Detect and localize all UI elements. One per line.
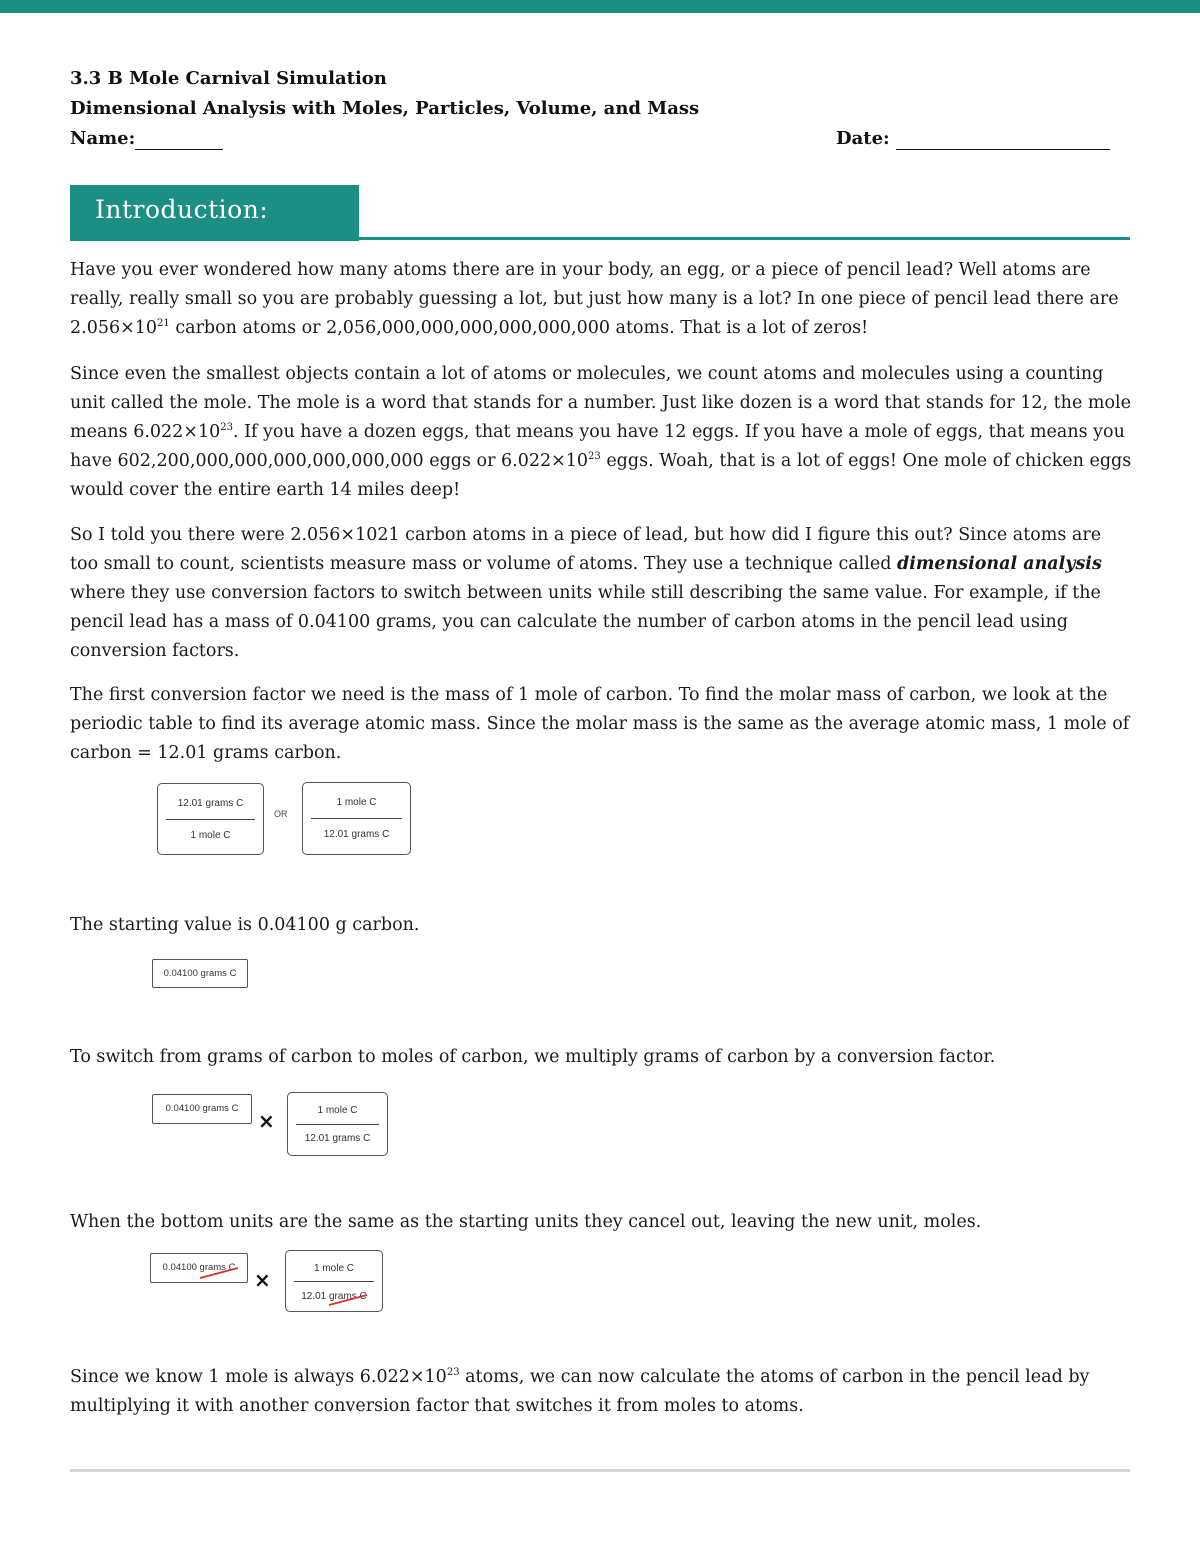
paragraph-6: To switch from grams of carbon to moles of carbon, we multiply grams of carbon by a conversion factor. [70,1047,996,1067]
cancelled-den-unit [329,1291,367,1302]
cancel-denominator [286,1291,382,1302]
name-field [70,128,223,150]
mult-denominator: 12.01 grams C [304,1133,371,1144]
p3-emphasis: dimensional analysis [897,554,1102,574]
p2-text-c: eggs. Woah, that is a lot of eggs! One mole of chicken eggs would cover the entire earth 14 miles deep! [70,451,1132,500]
p2-text-a: Since even the smallest objects contain a lot of atoms or molecules, we count atoms and molecules using a counting unit called the mole. The mole is a word that stands for a number. Just like dozen is a word that stands for 12, the mole means 6.022×10 [70,364,1131,442]
conversion-factor-moles-per-gram [302,782,411,855]
or-label: OR [274,809,288,819]
p1-text-a: Have you ever wondered how many atoms there are in your body, an egg, or a piece of pencil lead? Well atoms are really, really small so you are probably guessing a lot, but just how many is a lot? In one piece of pencil lead there are 2.056×10 [70,260,1119,338]
starting-value-box: 0.04100 grams C [152,959,248,988]
section-rule [70,237,1130,240]
mult-numerator: 1 mole C [317,1105,358,1116]
cancel-den-number: 12.01 [301,1291,327,1302]
worksheet-subtitle: Dimensional Analysis with Moles, Particles, Volume, and Mass [70,98,700,119]
multiply-value-box: 0.04100 grams C [152,1094,252,1124]
paragraph-8 [70,1363,1132,1421]
name-label: Name: [70,128,136,149]
multiply-conversion-factor [287,1092,388,1156]
conversion-factor-grams-per-mole [157,783,264,855]
cancel-multiply-sign: × [254,1268,271,1292]
cancel-strike-mark [198,1266,240,1280]
paragraph-5: The starting value is 0.04100 g carbon. [70,915,420,935]
p2-text-b: . If you have a dozen eggs, that means you have 12 eggs. If you have a mole of eggs, that means you have 602,200,000,000,000,000,000,000 eggs or 6.022×10 [70,422,1125,471]
p8-exponent: 23 [446,1367,460,1379]
p3-text-b: where they use conversion factors to switch between units while still describing the same value. For example, if the pencil lead has a mass of 0.04100 grams, you can calculate the number of carbon atoms in the pencil lead using conversion factors. [70,583,1101,661]
top-accent-bar [0,0,1200,13]
cancelled-unit [200,1262,236,1273]
cancel-value-number: 0.04100 [162,1262,197,1273]
p1-text-b: carbon atoms or 2,056,000,000,000,000,000,000 atoms. That is a lot of zeros! [169,318,869,338]
cancelled-unit-text: grams C [199,1262,236,1273]
cancel-value-box [150,1253,248,1283]
factor1-denominator: 1 mole C [190,830,231,841]
fraction-line [166,819,255,820]
factor2-numerator: 1 mole C [336,797,377,808]
paragraph-4: The first conversion factor we need is the mass of 1 mole of carbon. To find the molar mass of carbon, we look at the periodic table to find its average atomic mass. Since the molar mass is the same as the average atomic mass, 1 mole of carbon = 12.01 grams carbon. [70,685,1130,763]
p2-exponent-2: 23 [588,451,601,463]
cancel-numerator: 1 mole C [313,1263,354,1274]
cancel-strike-mark [327,1293,369,1307]
fraction-line [311,818,402,819]
paragraph-2 [70,360,1132,505]
p8-text-a: Since we know 1 mole is always 6.022×10 [70,1367,447,1387]
name-blank [135,128,223,150]
cancel-conversion-factor [285,1250,383,1312]
cancelled-den-unit-text: grams C [329,1291,367,1302]
factor1-numerator: 12.01 grams C [177,798,244,809]
date-field [836,128,1110,150]
section-heading-box [70,185,359,241]
date-label: Date: [836,128,890,149]
p3-text-a: So I told you there were 2.056×1021 carbon atoms in a piece of lead, but how did I figure this out? Since atoms are too small to count, scientists measure mass or volume of atoms. They use a technique called [70,525,1102,574]
section-heading: Introduction: [95,195,269,224]
p1-exponent: 21 [157,318,170,330]
fraction-line [294,1281,374,1282]
fraction-line [296,1124,379,1125]
footer-rule [70,1469,1130,1472]
paragraph-7: When the bottom units are the same as the starting units they cancel out, leaving the new unit, moles. [70,1212,982,1232]
multiply-sign: × [258,1109,275,1133]
p8-text-b: atoms, we can now calculate the atoms of carbon in the pencil lead by multiplying it with another conversion factor that switches it from moles to atoms. [70,1367,1090,1416]
paragraph-3 [70,521,1132,666]
p2-exponent-1: 23 [220,422,233,434]
factor2-denominator: 12.01 grams C [323,829,390,840]
date-blank [896,128,1110,150]
paragraph-1 [70,256,1132,343]
worksheet-title: 3.3 B Mole Carnival Simulation [70,68,387,89]
